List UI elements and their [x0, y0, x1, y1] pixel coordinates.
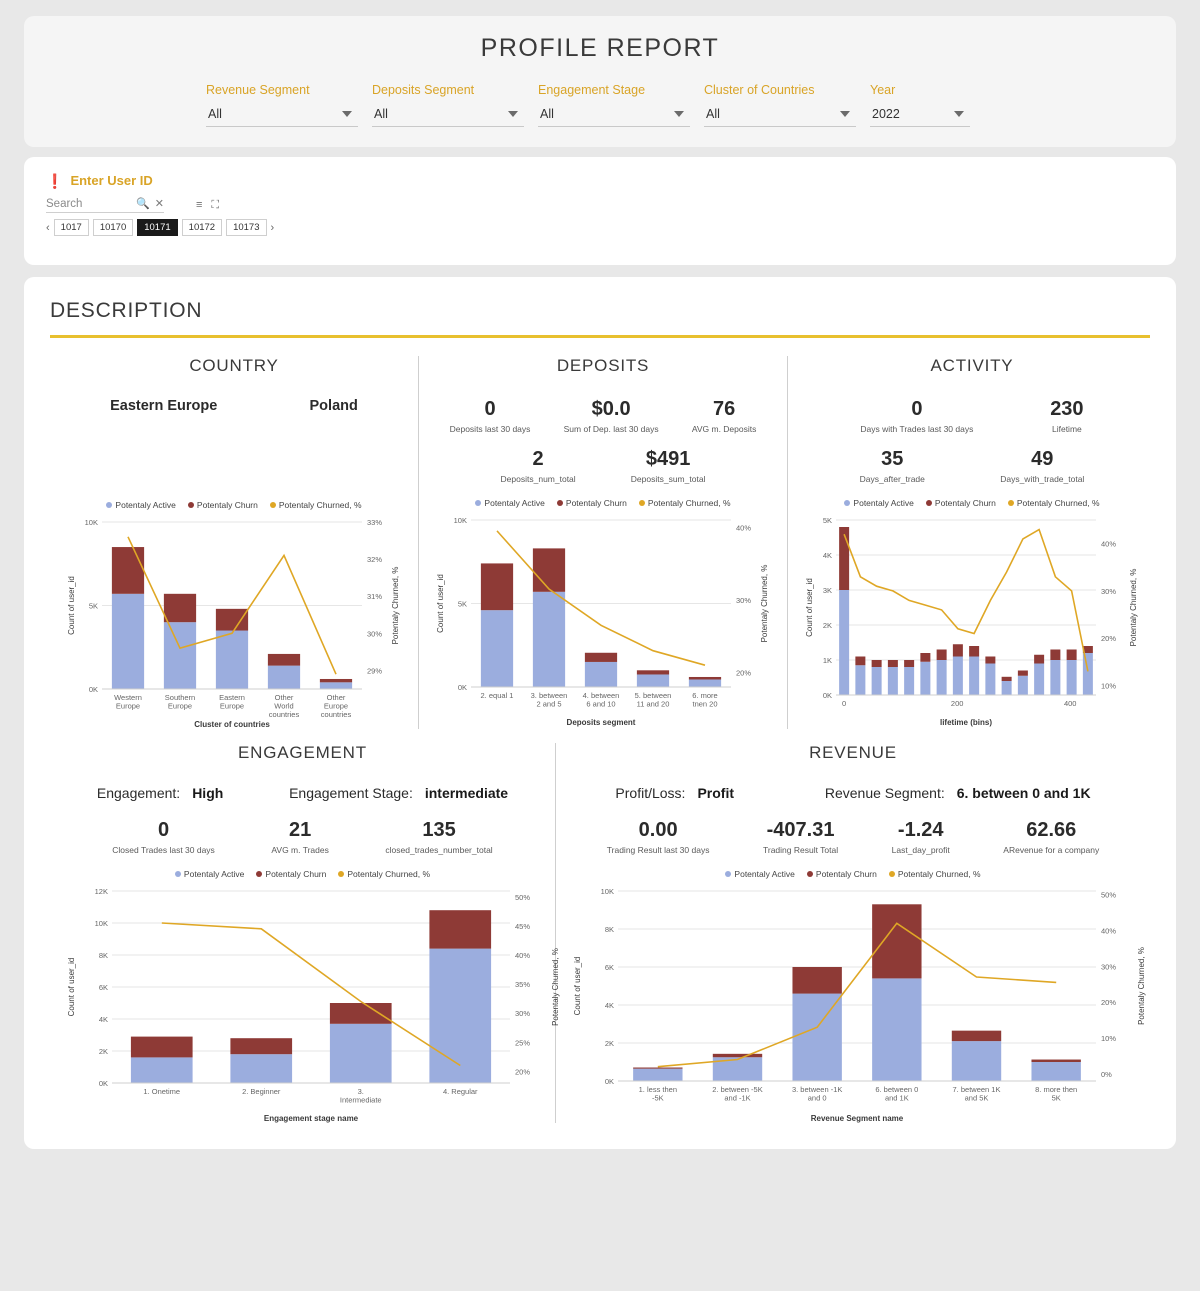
- svg-text:Potentaly Churned, %: Potentaly Churned, %: [391, 566, 400, 644]
- search-placeholder: Search: [46, 197, 83, 210]
- legend-active: Potentaly Active: [115, 499, 176, 510]
- svg-text:8. more then: 8. more then: [1035, 1084, 1078, 1094]
- kpi-label: Deposits_num_total: [500, 473, 576, 484]
- svg-text:20%: 20%: [736, 667, 752, 677]
- svg-text:0K: 0K: [88, 684, 98, 694]
- chart-legend: [802, 498, 1142, 508]
- kpi-label: Trading Result Total: [762, 844, 839, 855]
- svg-text:Count of user_id: Count of user_id: [67, 575, 76, 635]
- kpi-label: Last_day_profit: [891, 844, 950, 855]
- svg-text:4K: 4K: [98, 1014, 108, 1024]
- svg-text:lifetime (bins): lifetime (bins): [939, 717, 993, 727]
- list-item[interactable]: 1017: [54, 219, 89, 236]
- svg-text:Other: Other: [326, 692, 346, 702]
- svg-text:Revenue Segment name: Revenue Segment name: [810, 1113, 904, 1123]
- filter-value: 2022: [872, 107, 900, 121]
- svg-text:Europe: Europe: [219, 701, 245, 710]
- svg-text:45%: 45%: [515, 921, 531, 931]
- svg-text:30%: 30%: [1101, 961, 1117, 971]
- svg-text:0K: 0K: [604, 1076, 614, 1086]
- svg-text:4K: 4K: [604, 1000, 614, 1010]
- pair-label: Revenue Segment:: [824, 784, 945, 801]
- svg-text:10K: 10K: [453, 515, 467, 525]
- svg-text:3K: 3K: [822, 585, 832, 595]
- svg-text:1. less then: 1. less then: [638, 1084, 678, 1094]
- kpi-value: 76: [712, 397, 736, 420]
- chevron-down-icon[interactable]: [342, 111, 352, 117]
- revenue-title: REVENUE: [809, 742, 897, 762]
- chevron-down-icon[interactable]: [840, 111, 850, 117]
- legend-churn: Potentaly Churn: [815, 868, 877, 879]
- svg-text:11 and 20: 11 and 20: [636, 699, 670, 708]
- engagement-level: [97, 785, 223, 801]
- svg-text:1K: 1K: [822, 655, 832, 665]
- svg-text:6. more: 6. more: [692, 690, 718, 700]
- chevron-down-icon[interactable]: [674, 111, 684, 117]
- svg-text:40%: 40%: [1101, 539, 1117, 549]
- next-page-icon[interactable]: ›: [270, 221, 275, 234]
- svg-text:30%: 30%: [1101, 586, 1117, 596]
- chart-legend: [64, 500, 404, 510]
- chevron-down-icon[interactable]: [954, 111, 964, 117]
- svg-text:and 5K: and 5K: [964, 1093, 989, 1102]
- svg-text:2K: 2K: [98, 1046, 108, 1056]
- svg-text:29%: 29%: [367, 665, 383, 675]
- kpi-label: Closed Trades last 30 days: [112, 844, 215, 855]
- legend-churned-pct: Potentaly Churned, %: [647, 497, 731, 508]
- filter-value: All: [706, 107, 720, 121]
- svg-text:31%: 31%: [367, 591, 383, 601]
- kpi-value: -1.24: [897, 818, 944, 841]
- pair-label: Engagement Stage:: [289, 784, 413, 801]
- kpi-closed-trades-30: [112, 819, 215, 855]
- svg-text:Europe: Europe: [323, 701, 349, 710]
- deposits-chart[interactable]: [433, 512, 773, 727]
- kpi-label: closed_trades_number_total: [385, 844, 493, 855]
- legend-active: Potentaly Active: [183, 868, 245, 879]
- svg-text:Deposits segment: Deposits segment: [566, 717, 636, 727]
- page-title: PROFILE REPORT: [480, 34, 720, 62]
- svg-text:25%: 25%: [515, 1037, 531, 1047]
- user-id-slicer: [24, 157, 1176, 265]
- kpi-label: ARevenue for a company: [1003, 844, 1100, 855]
- svg-text:50%: 50%: [1101, 890, 1117, 900]
- kpi-value: -407.31: [766, 818, 835, 841]
- filter-value: All: [374, 107, 388, 121]
- pin-icon: ❗: [46, 172, 64, 189]
- svg-text:World: World: [274, 701, 294, 710]
- svg-text:5K: 5K: [822, 515, 832, 525]
- kpi-value: 0: [911, 397, 923, 420]
- svg-text:5K: 5K: [88, 601, 98, 610]
- filter-cluster-of-countries[interactable]: [704, 83, 870, 127]
- pair-value: 6. between 0 and 1K: [956, 784, 1091, 801]
- engagement-section: [50, 742, 560, 1123]
- svg-text:-5K: -5K: [651, 1093, 664, 1102]
- kpi-value: $0.0: [591, 397, 631, 420]
- svg-text:3. between -1K: 3. between -1K: [791, 1084, 843, 1094]
- kpi-value: 230: [1050, 397, 1084, 420]
- svg-text:0K: 0K: [457, 682, 467, 692]
- country-cluster-value: Eastern Europe: [110, 397, 218, 414]
- svg-text:2 and 5: 2 and 5: [536, 699, 562, 708]
- legend-churn: Potentaly Churn: [934, 497, 996, 508]
- kpi-value: 49: [1031, 447, 1054, 470]
- filter-label: Engagement Stage: [538, 83, 646, 97]
- filter-value: All: [208, 107, 222, 121]
- filter-label: Year: [870, 83, 896, 97]
- svg-text:4. between: 4. between: [582, 690, 620, 700]
- svg-text:0: 0: [842, 698, 847, 708]
- kpi-value: 0: [484, 397, 496, 420]
- svg-text:2K: 2K: [604, 1038, 614, 1048]
- svg-text:6K: 6K: [604, 962, 614, 972]
- kpi-sum-dep-last-30: [564, 398, 659, 434]
- kpi-label: Days with Trades last 30 days: [860, 423, 974, 434]
- search-input[interactable]: [46, 197, 164, 213]
- svg-text:Southern: Southern: [164, 692, 196, 702]
- pair-value: Profit: [697, 784, 735, 801]
- deposits-title: DEPOSITS: [556, 355, 650, 375]
- country-name-value: Poland: [309, 397, 358, 414]
- kpi-label: Sum of Dep. last 30 days: [563, 423, 659, 434]
- svg-text:40%: 40%: [515, 950, 531, 960]
- svg-text:30%: 30%: [736, 595, 752, 605]
- kpi-label: AVG m. Trades: [271, 844, 329, 855]
- revenue-segment: [825, 785, 1091, 801]
- kpi-value: 21: [288, 818, 312, 841]
- list-item[interactable]: 10173: [226, 219, 266, 236]
- kpi-trading-result-30: [607, 819, 710, 855]
- revenue-chart[interactable]: [570, 883, 1146, 1123]
- svg-text:5K: 5K: [457, 599, 467, 608]
- kpi-trading-result-total: [763, 819, 838, 855]
- revenue-section: [556, 743, 1150, 1123]
- filter-year[interactable]: [870, 83, 1036, 127]
- svg-text:32%: 32%: [367, 554, 383, 564]
- svg-text:30%: 30%: [367, 628, 383, 638]
- chart-legend: [433, 498, 773, 508]
- legend-churned-pct: Potentaly Churned, %: [278, 499, 362, 510]
- svg-text:50%: 50%: [515, 892, 531, 902]
- kpi-value: 2: [532, 447, 544, 470]
- kpi-days-with-trades-30: [860, 398, 973, 434]
- svg-text:Potentaly Churned, %: Potentaly Churned, %: [1129, 568, 1138, 646]
- section-title-description: DESCRIPTION: [50, 299, 203, 322]
- svg-text:10K: 10K: [600, 886, 614, 896]
- svg-text:7. between 1K: 7. between 1K: [952, 1084, 1001, 1094]
- kpi-value: 0: [157, 818, 170, 841]
- country-title: COUNTRY: [189, 355, 279, 375]
- svg-text:and 1K: and 1K: [884, 1093, 909, 1102]
- engagement-chart[interactable]: [64, 883, 560, 1123]
- legend-active: Potentaly Active: [734, 868, 795, 879]
- svg-text:Engagement stage name: Engagement stage name: [263, 1113, 359, 1123]
- svg-text:countries: countries: [268, 709, 300, 719]
- svg-text:20%: 20%: [1101, 997, 1117, 1007]
- filter-label: Deposits Segment: [372, 83, 475, 97]
- kpi-value: 0.00: [638, 818, 678, 841]
- report-header: [24, 16, 1176, 147]
- search-icon[interactable]: 🔍: [136, 198, 150, 210]
- svg-text:10K: 10K: [84, 517, 98, 527]
- svg-text:5. between: 5. between: [634, 690, 672, 700]
- kpi-label: AVG m. Deposits: [691, 423, 757, 434]
- country-chart[interactable]: [64, 514, 404, 729]
- kpi-value: 62.66: [1026, 818, 1077, 841]
- svg-text:tnen 20: tnen 20: [692, 699, 718, 708]
- kpi-days-with-trade-total: [1000, 448, 1084, 484]
- svg-text:8K: 8K: [98, 950, 108, 960]
- svg-text:8K: 8K: [604, 924, 614, 934]
- svg-text:3. between: 3. between: [530, 690, 568, 700]
- svg-text:4. Regular: 4. Regular: [442, 1086, 478, 1096]
- kpi-label: Deposits last 30 days: [449, 423, 531, 434]
- chart-legend: [64, 869, 541, 879]
- country-section: [50, 356, 419, 729]
- svg-text:20%: 20%: [515, 1066, 531, 1076]
- legend-churned-pct: Potentaly Churned, %: [347, 868, 431, 879]
- filter-value: All: [540, 107, 554, 121]
- svg-text:Potentaly Churned, %: Potentaly Churned, %: [1137, 946, 1146, 1025]
- kpi-avg-m-trades: [271, 819, 328, 855]
- svg-text:Other: Other: [274, 692, 294, 702]
- svg-text:3.: 3.: [357, 1086, 364, 1096]
- svg-text:20%: 20%: [1101, 633, 1117, 643]
- svg-text:Europe: Europe: [167, 701, 193, 710]
- pair-label: Engagement:: [96, 784, 181, 801]
- filter-label: Revenue Segment: [206, 83, 310, 97]
- pair-value: High: [192, 784, 224, 801]
- kpi-label: Days_with_trade_total: [1000, 473, 1085, 484]
- kpi-value: 135: [422, 818, 456, 841]
- legend-churned-pct: Potentaly Churned, %: [1016, 497, 1100, 508]
- deposits-section: [419, 356, 788, 729]
- filter-icon[interactable]: ≡: [196, 198, 203, 211]
- list-item[interactable]: 10172: [182, 219, 222, 236]
- legend-churn: Potentaly Churn: [565, 497, 627, 508]
- kpi-label: Trading Result last 30 days: [606, 844, 710, 855]
- chevron-down-icon[interactable]: [508, 111, 518, 117]
- legend-churned-pct: Potentaly Churned, %: [897, 868, 981, 879]
- svg-text:0%: 0%: [1101, 1069, 1112, 1079]
- activity-title: ACTIVITY: [930, 355, 1014, 375]
- svg-text:5K: 5K: [1051, 1093, 1061, 1102]
- svg-text:2. equal 1: 2. equal 1: [480, 690, 514, 700]
- svg-text:countries: countries: [320, 709, 352, 719]
- user-id-title: Enter User ID: [70, 173, 153, 188]
- legend-active: Potentaly Active: [484, 497, 545, 508]
- svg-text:Count of user_id: Count of user_id: [436, 573, 445, 633]
- svg-text:Potentaly Churned, %: Potentaly Churned, %: [760, 564, 769, 642]
- filter-label: Cluster of Countries: [704, 83, 815, 97]
- kpi-deposits-num-total: [501, 448, 576, 484]
- svg-text:6 and 10: 6 and 10: [586, 699, 616, 708]
- description-panel: [24, 277, 1176, 1149]
- svg-text:Count of user_id: Count of user_id: [805, 577, 814, 637]
- svg-text:400: 400: [1063, 698, 1077, 708]
- pair-label: Profit/Loss:: [615, 784, 686, 801]
- pair-value: intermediate: [424, 784, 509, 801]
- kpi-value: $491: [645, 447, 691, 470]
- kpi-label: Deposits_sum_total: [630, 473, 706, 484]
- svg-text:33%: 33%: [367, 517, 383, 527]
- svg-text:Western: Western: [114, 692, 142, 702]
- svg-text:200: 200: [950, 698, 964, 708]
- engagement-title: ENGAGEMENT: [238, 742, 367, 762]
- svg-text:2. Beginner: 2. Beginner: [242, 1086, 281, 1096]
- clear-icon[interactable]: ✕: [154, 198, 164, 210]
- activity-section: [788, 356, 1156, 729]
- svg-text:0K: 0K: [98, 1078, 108, 1088]
- kpi-deposits-sum-total: [631, 448, 706, 484]
- kpi-days-after-trade: [860, 448, 925, 484]
- legend-churn: Potentaly Churn: [196, 499, 258, 510]
- filter-bar: [24, 83, 1176, 127]
- svg-text:Cluster of countries: Cluster of countries: [194, 719, 270, 729]
- svg-text:Potentaly Churned, %: Potentaly Churned, %: [551, 947, 560, 1026]
- svg-text:Europe: Europe: [115, 701, 141, 710]
- kpi-value: 35: [881, 447, 904, 470]
- legend-churn: Potentaly Churn: [265, 868, 327, 879]
- svg-text:6K: 6K: [98, 982, 108, 992]
- svg-text:30%: 30%: [515, 1008, 531, 1018]
- svg-text:and 0: and 0: [807, 1093, 827, 1102]
- svg-text:Count of user_id: Count of user_id: [573, 956, 582, 1015]
- kpi-arevenue-company: [1003, 819, 1099, 855]
- kpi-deposits-last-30: [450, 398, 531, 434]
- svg-text:2K: 2K: [822, 620, 832, 630]
- prev-page-icon[interactable]: ‹: [46, 221, 50, 234]
- kpi-label: Days_after_trade: [859, 473, 925, 484]
- legend-active: Potentaly Active: [853, 497, 914, 508]
- kpi-avg-m-deposits: [692, 398, 757, 434]
- kpi-label: Lifetime: [1051, 423, 1082, 434]
- svg-text:10K: 10K: [94, 918, 108, 928]
- user-id-tiles: [46, 219, 1154, 236]
- kpi-closed-trades-total: [385, 819, 492, 855]
- svg-text:6. between 0: 6. between 0: [875, 1084, 919, 1094]
- list-item[interactable]: 10170: [93, 219, 133, 236]
- chart-legend: [570, 869, 1136, 879]
- svg-text:Eastern: Eastern: [219, 692, 245, 702]
- svg-text:0K: 0K: [822, 690, 832, 700]
- list-item[interactable]: 10171: [137, 219, 177, 236]
- filter-engagement-stage[interactable]: [538, 83, 704, 127]
- title-underline: [50, 335, 1150, 338]
- svg-text:40%: 40%: [736, 522, 752, 532]
- profit-loss: [615, 785, 734, 801]
- filter-revenue-segment[interactable]: [206, 83, 372, 127]
- svg-text:10%: 10%: [1101, 1033, 1117, 1043]
- svg-text:10%: 10%: [1101, 681, 1117, 691]
- svg-text:and -1K: and -1K: [724, 1093, 751, 1102]
- filter-deposits-segment[interactable]: [372, 83, 538, 127]
- svg-text:12K: 12K: [94, 886, 108, 896]
- svg-text:Count of user_id: Count of user_id: [67, 957, 76, 1016]
- svg-text:Intermediate: Intermediate: [339, 1095, 382, 1104]
- focus-mode-icon[interactable]: ⛶: [211, 198, 220, 211]
- svg-text:4K: 4K: [822, 550, 832, 560]
- engagement-stage: [289, 785, 508, 801]
- svg-text:1. Onetime: 1. Onetime: [143, 1086, 181, 1096]
- svg-text:35%: 35%: [515, 979, 531, 989]
- kpi-last-day-profit: [892, 819, 950, 855]
- activity-chart[interactable]: [802, 512, 1142, 727]
- svg-text:40%: 40%: [1101, 925, 1117, 935]
- svg-text:2. between -5K: 2. between -5K: [712, 1084, 763, 1094]
- kpi-lifetime: [1050, 398, 1083, 434]
